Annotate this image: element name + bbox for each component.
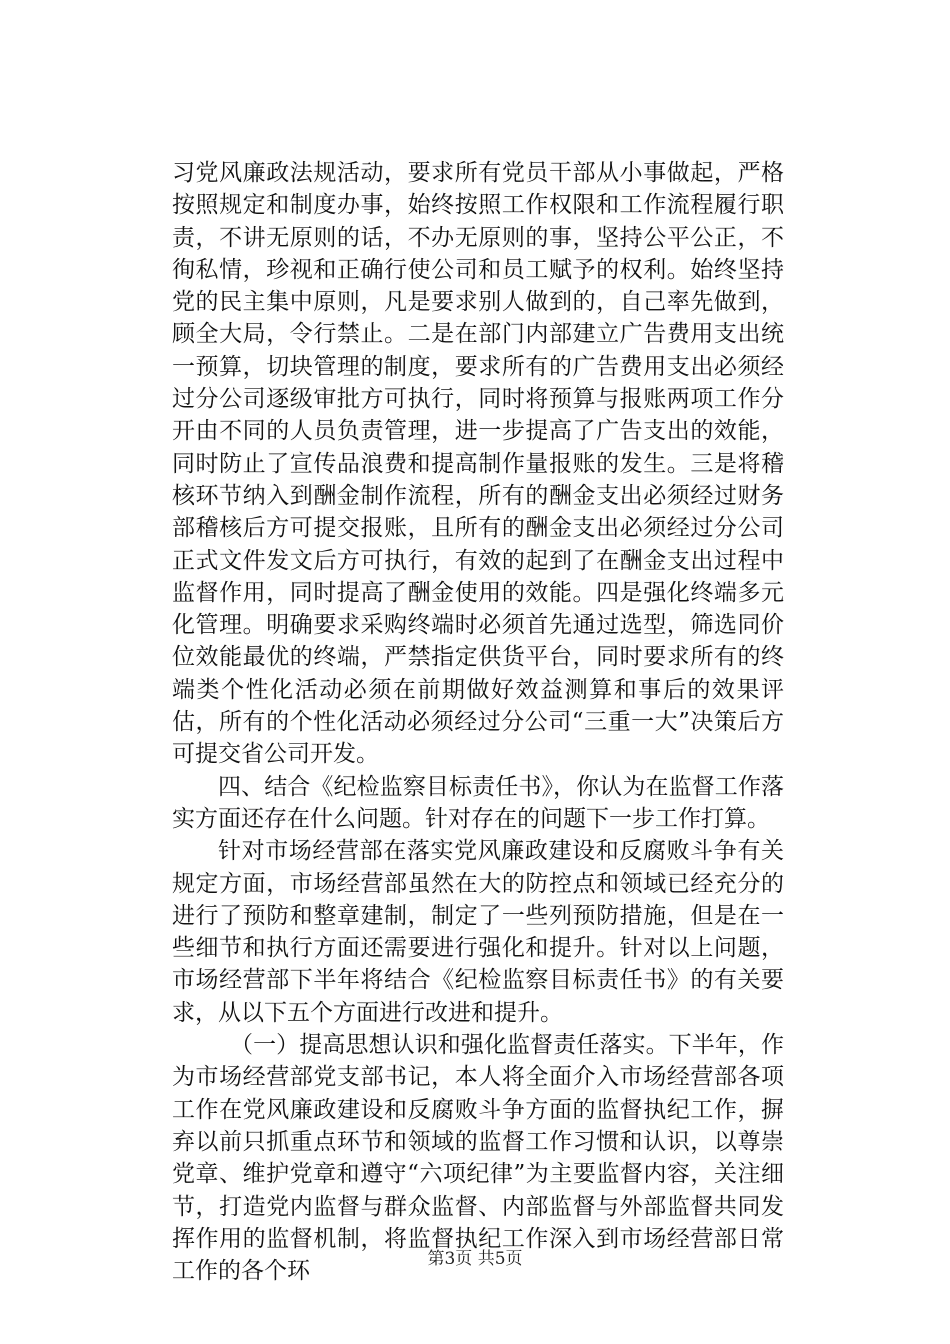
paragraph-answer: 针对市场经营部在落实党风廉政建设和反腐败斗争有关规定方面，市场经营部虽然在大的防控点和领域已经充分的进行了预防和整章建制，制定了一些列预防措施，但是在一些细节和执行方面还需要进行强化和提升。针对以上问题，市场经营部下半年将结合《纪检监察目标责任书》的有关要求，从以下五个方面进行改进和提升。 [172,838,784,1026]
paragraph-point-one: （一）提高思想认识和强化监督责任落实。下半年，作为市场经营部党支部书记，本人将全面介入市场经营部各项工作在党风廉政建设和反腐败斗争方面的监督执纪工作，摒弃以前只抓重点环节和领域的监督工作习惯和认识，以尊崇党章、维护党章和遵守“六项纪律”为主要监督内容，关注细节，打造党内监督与群众监督、内部监督与外部监督共同发挥作用的监督机制，将监督执纪工作深入到市场经营部日常工作的各个环 [172,1032,784,1285]
document-body [172,157,784,1287]
paragraph-question-four: 四、结合《纪检监察目标责任书》，你认为在监督工作落实方面还存在什么问题。针对存在的问题下一步工作打算。 [172,773,784,832]
page-footer: 第3页 共5页 [427,1249,523,1269]
paragraph-continued: 习党风廉政法规活动，要求所有党员干部从小事做起，严格按照规定和制度办事，始终按照工作权限和工作流程履行职责，不讲无原则的话，不办无原则的事，坚持公平公正，不徇私情，珍视和正确行使公司和员工赋予的权利。始终坚持党的民主集中原则，凡是要求别人做到的，自己率先做到，顾全大局，令行禁止。二是在部门内部建立广告费用支出统一预算，切块管理的制度，要求所有的广告费用支出必须经过分公司逐级审批方可执行，同时将预算与报账两项工作分开由不同的人员负责管理，进一步提高了广告支出的效能，同时防止了宣传品浪费和提高制作量报账的发生。三是将稽核环节纳入到酬金制作流程，所有的酬金支出必须经过财务部稽核后方可提交报账，且所有的酬金支出必须经过分公司正式文件发文后方可执行，有效的起到了在酬金支出过程中监督作用，同时提高了酬金使用的效能。四是强化终端多元化管理。明确要求采购终端时必须首先通过选型，筛选同价位效能最优的终端，严禁指定供货平台，同时要求所有的终端类个性化活动必须在前期做好效益测算和事后的效果评估，所有的个性化活动必须经过分公司“三重一大”决策后方可提交省公司开发。 [172,160,784,768]
